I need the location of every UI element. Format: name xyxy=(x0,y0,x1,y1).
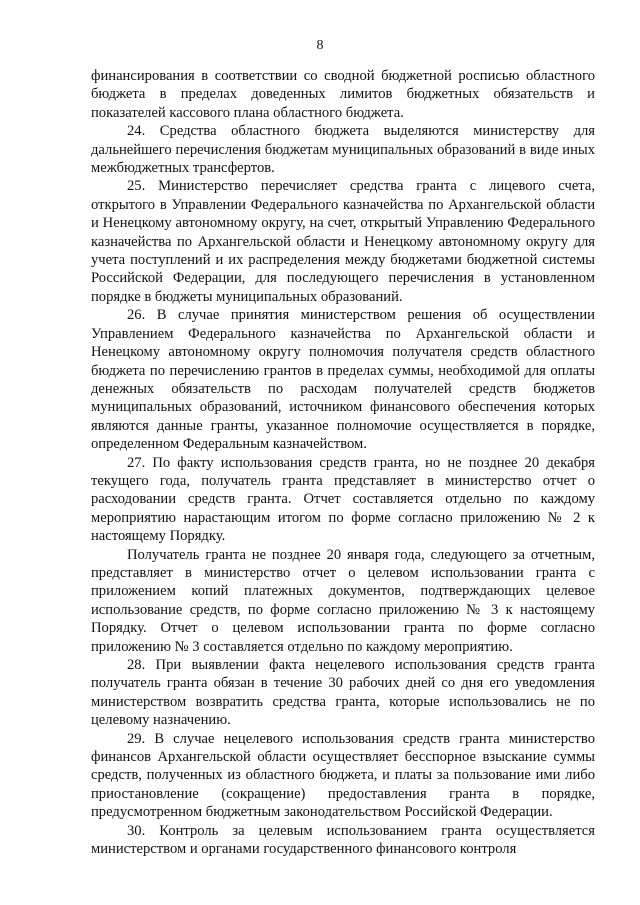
paragraph-24: 24. Средства областного бюджета выделяются министерству для дальнейшего перечисления бюджетам муниципальных образований в виде иных межбюджетных трансфертов. xyxy=(91,123,595,177)
paragraph-29: 29. В случае нецелевого использования средств гранта министерство финансов Архангельской области осуществляет бесспорное взыскание суммы средств, полученных из областного бюджета, и платы за пользование ими либо приостановление (сокращение) предоставления гранта в порядке, предусмотренном бюджетным законодательством Российской Федерации. xyxy=(91,730,595,821)
paragraph-continuation: финансирования в соответствии со сводной бюджетной росписью областного бюджета в пределах доведенных лимитов бюджетных обязательств и показателей кассового плана областного бюджета. xyxy=(91,68,595,121)
paragraph-26: 26. В случае принятия министерством решения об осуществлении Управлением Федерального казначейства по Архангельской области и Ненецкому автономному округу полномочия получателя средств областного бюджета по перечислению грантов в пределах суммы, необходимой для оплаты денежных обязательств по расходам получателей средств бюджетов муниципальных образований, источником финансового обеспечения которых являются данные гранты, указанное полномочие осуществляется в порядке, определенном Федеральным казначейством. xyxy=(91,307,595,453)
paragraph-30: 30. Контроль за целевым использованием гранта осуществляется министерством и органами государственного финансового контроля xyxy=(91,822,595,858)
page-number: 8 xyxy=(316,38,324,53)
paragraph-28: 28. При выявлении факта нецелевого использования средств гранта получатель гранта обязан в течение 30 рабочих дней со дня его уведомления министерством возвратить средства гранта, которые использовались не по целевому назначению. xyxy=(91,657,595,729)
paragraph-25: 25. Министерство перечисляет средства гранта с лицевого счета, открытого в Управлении Федерального казначейства по Архангельской области и Ненецкому автономному округу, на счет, открытый Управлению Федерального казначейства по Архангельской области и Ненецкому автономному округу для учета поступлений и их распределения между бюджетами бюджетной системы Российской Федерации, для последующего перечисления в установленном порядке в бюджеты муниципальных образований. xyxy=(91,178,595,305)
paragraph-27-continued: Получатель гранта не позднее 20 января года, следующего за отчетным, представляет в министерство отчет о целевом использовании гранта с приложением копий платежных документов, подтверждающих целевое использование средств, по форме согласно приложению № 3 к настоящему Порядку. Отчет о целевом использовании гранта по форме согласно приложению № 3 составляется отдельно по каждому мероприятию. xyxy=(91,546,595,655)
paragraph-27: 27. По факту использования средств гранта, но не позднее 20 декабря текущего года, получатель гранта представляет в министерство отчет о расходовании средств гранта. Отчет составляется отдельно по каждому мероприятию нарастающим итогом по форме согласно приложению № 2 к настоящему Порядку. xyxy=(91,454,595,545)
document-body xyxy=(91,67,595,858)
